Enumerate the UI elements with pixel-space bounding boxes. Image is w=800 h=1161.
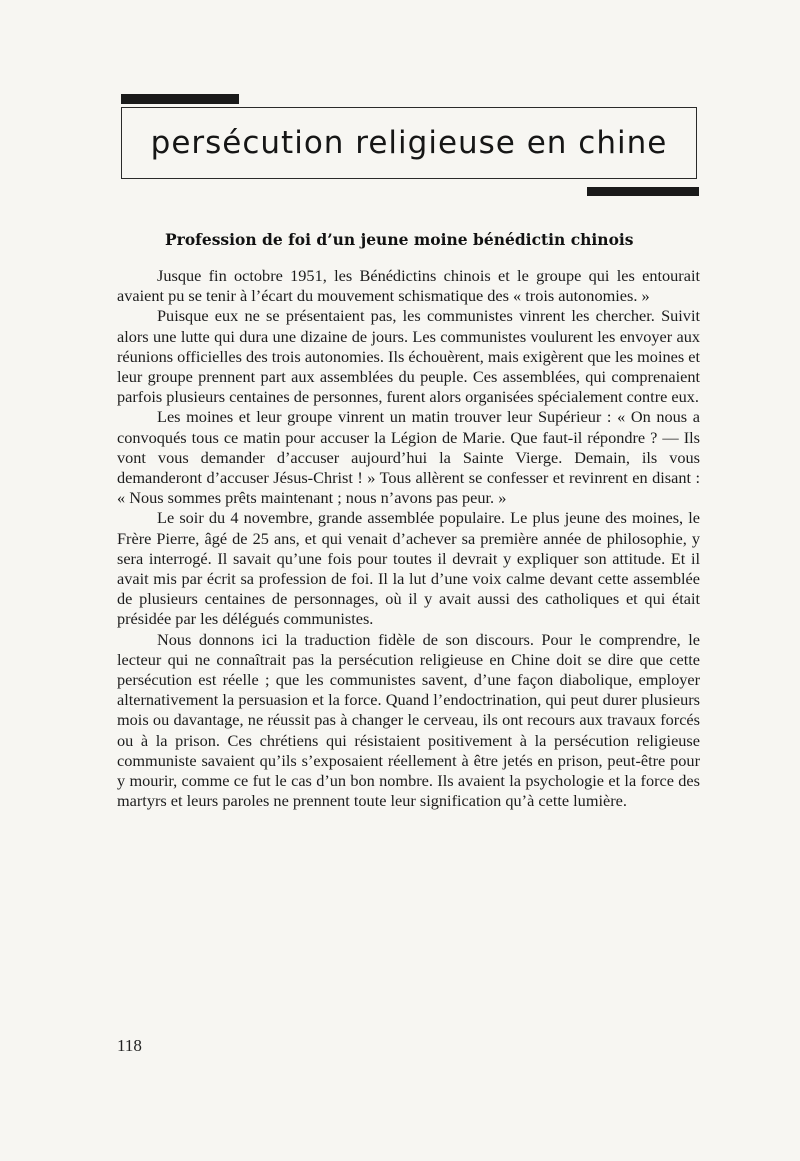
article-subtitle: Profession de foi d’un jeune moine bénédictin chinois: [165, 230, 634, 249]
paragraph: Puisque eux ne se présentaient pas, les communistes vinrent les chercher. Suivit alors une lutte qui dura une dizaine de jours. Les communistes voulurent les envoyer aux réunions officielles des trois autonomies. Ils échouèrent, mais exigèrent que les moines et leur groupe prennent part aux assemblées du peuple. Ces assemblées, qui comprenaient parfois plusieurs centaines de personnes, furent alors organisées spécialement contre eux.: [117, 306, 700, 407]
decorative-bar-bottom: [587, 187, 699, 196]
paragraph: Jusque fin octobre 1951, les Bénédictins chinois et le groupe qui les entourait avaient pu se tenir à l’écart du mouvement schismatique des « trois autonomies. »: [117, 266, 700, 306]
paragraph: Le soir du 4 novembre, grande assemblée populaire. Le plus jeune des moines, le Frère Pierre, âgé de 25 ans, et qui venait d’achever sa première année de philosophie, y sera interrogé. Il savait qu’une fois pour toutes il devrait y expliquer son attitude. Et il avait mis par écrit sa profession de foi. Il la lut d’une voix calme devant cette assemblée de plusieurs centaines de personnages, où il y avait aussi des catholiques et qui était présidée par les délégués communistes.: [117, 508, 700, 629]
page-title: persécution religieuse en chine: [150, 125, 668, 161]
title-block: [121, 94, 699, 196]
page-number: 118: [117, 1036, 142, 1055]
decorative-bar-top: [121, 94, 239, 104]
paragraph: Nous donnons ici la traduction fidèle de son discours. Pour le comprendre, le lecteur qui ne connaîtrait pas la persécution religieuse en Chine doit se dire que cette persécution est réelle ; que les communistes savent, d’une façon diabolique, employer alternativement la persuasion et la force. Quand l’endoctrination, qui peut durer plusieurs mois ou davantage, ne réussit pas à changer le cerveau, ils ont recours aux travaux forcés ou à la prison. Ces chrétiens qui résistaient positivement à la persécution religieuse communiste savaient qu’ils s’exposaient réellement à être jetés en prison, peut-être pour y mourir, comme ce fut le cas d’un bon nombre. Ils avaient la psychologie et la force des martyrs et leurs paroles ne prennent toute leur signification qu’à cette lumière.: [117, 629, 700, 811]
paragraph: Les moines et leur groupe vinrent un matin trouver leur Supérieur : « On nous a convoqués tous ce matin pour accuser la Légion de Marie. Que faut-il répondre ? — Ils vont vous demander d’accuser aujourd’hui la Sainte Vierge. Demain, ils vous demanderont d’accuser Jésus-Christ ! » Tous allèrent se confesser et revinrent en disant : « Nous sommes prêts maintenant ; nous n’avons pas peur. »: [117, 407, 700, 508]
title-frame: [121, 107, 697, 179]
article-body: [117, 266, 700, 811]
